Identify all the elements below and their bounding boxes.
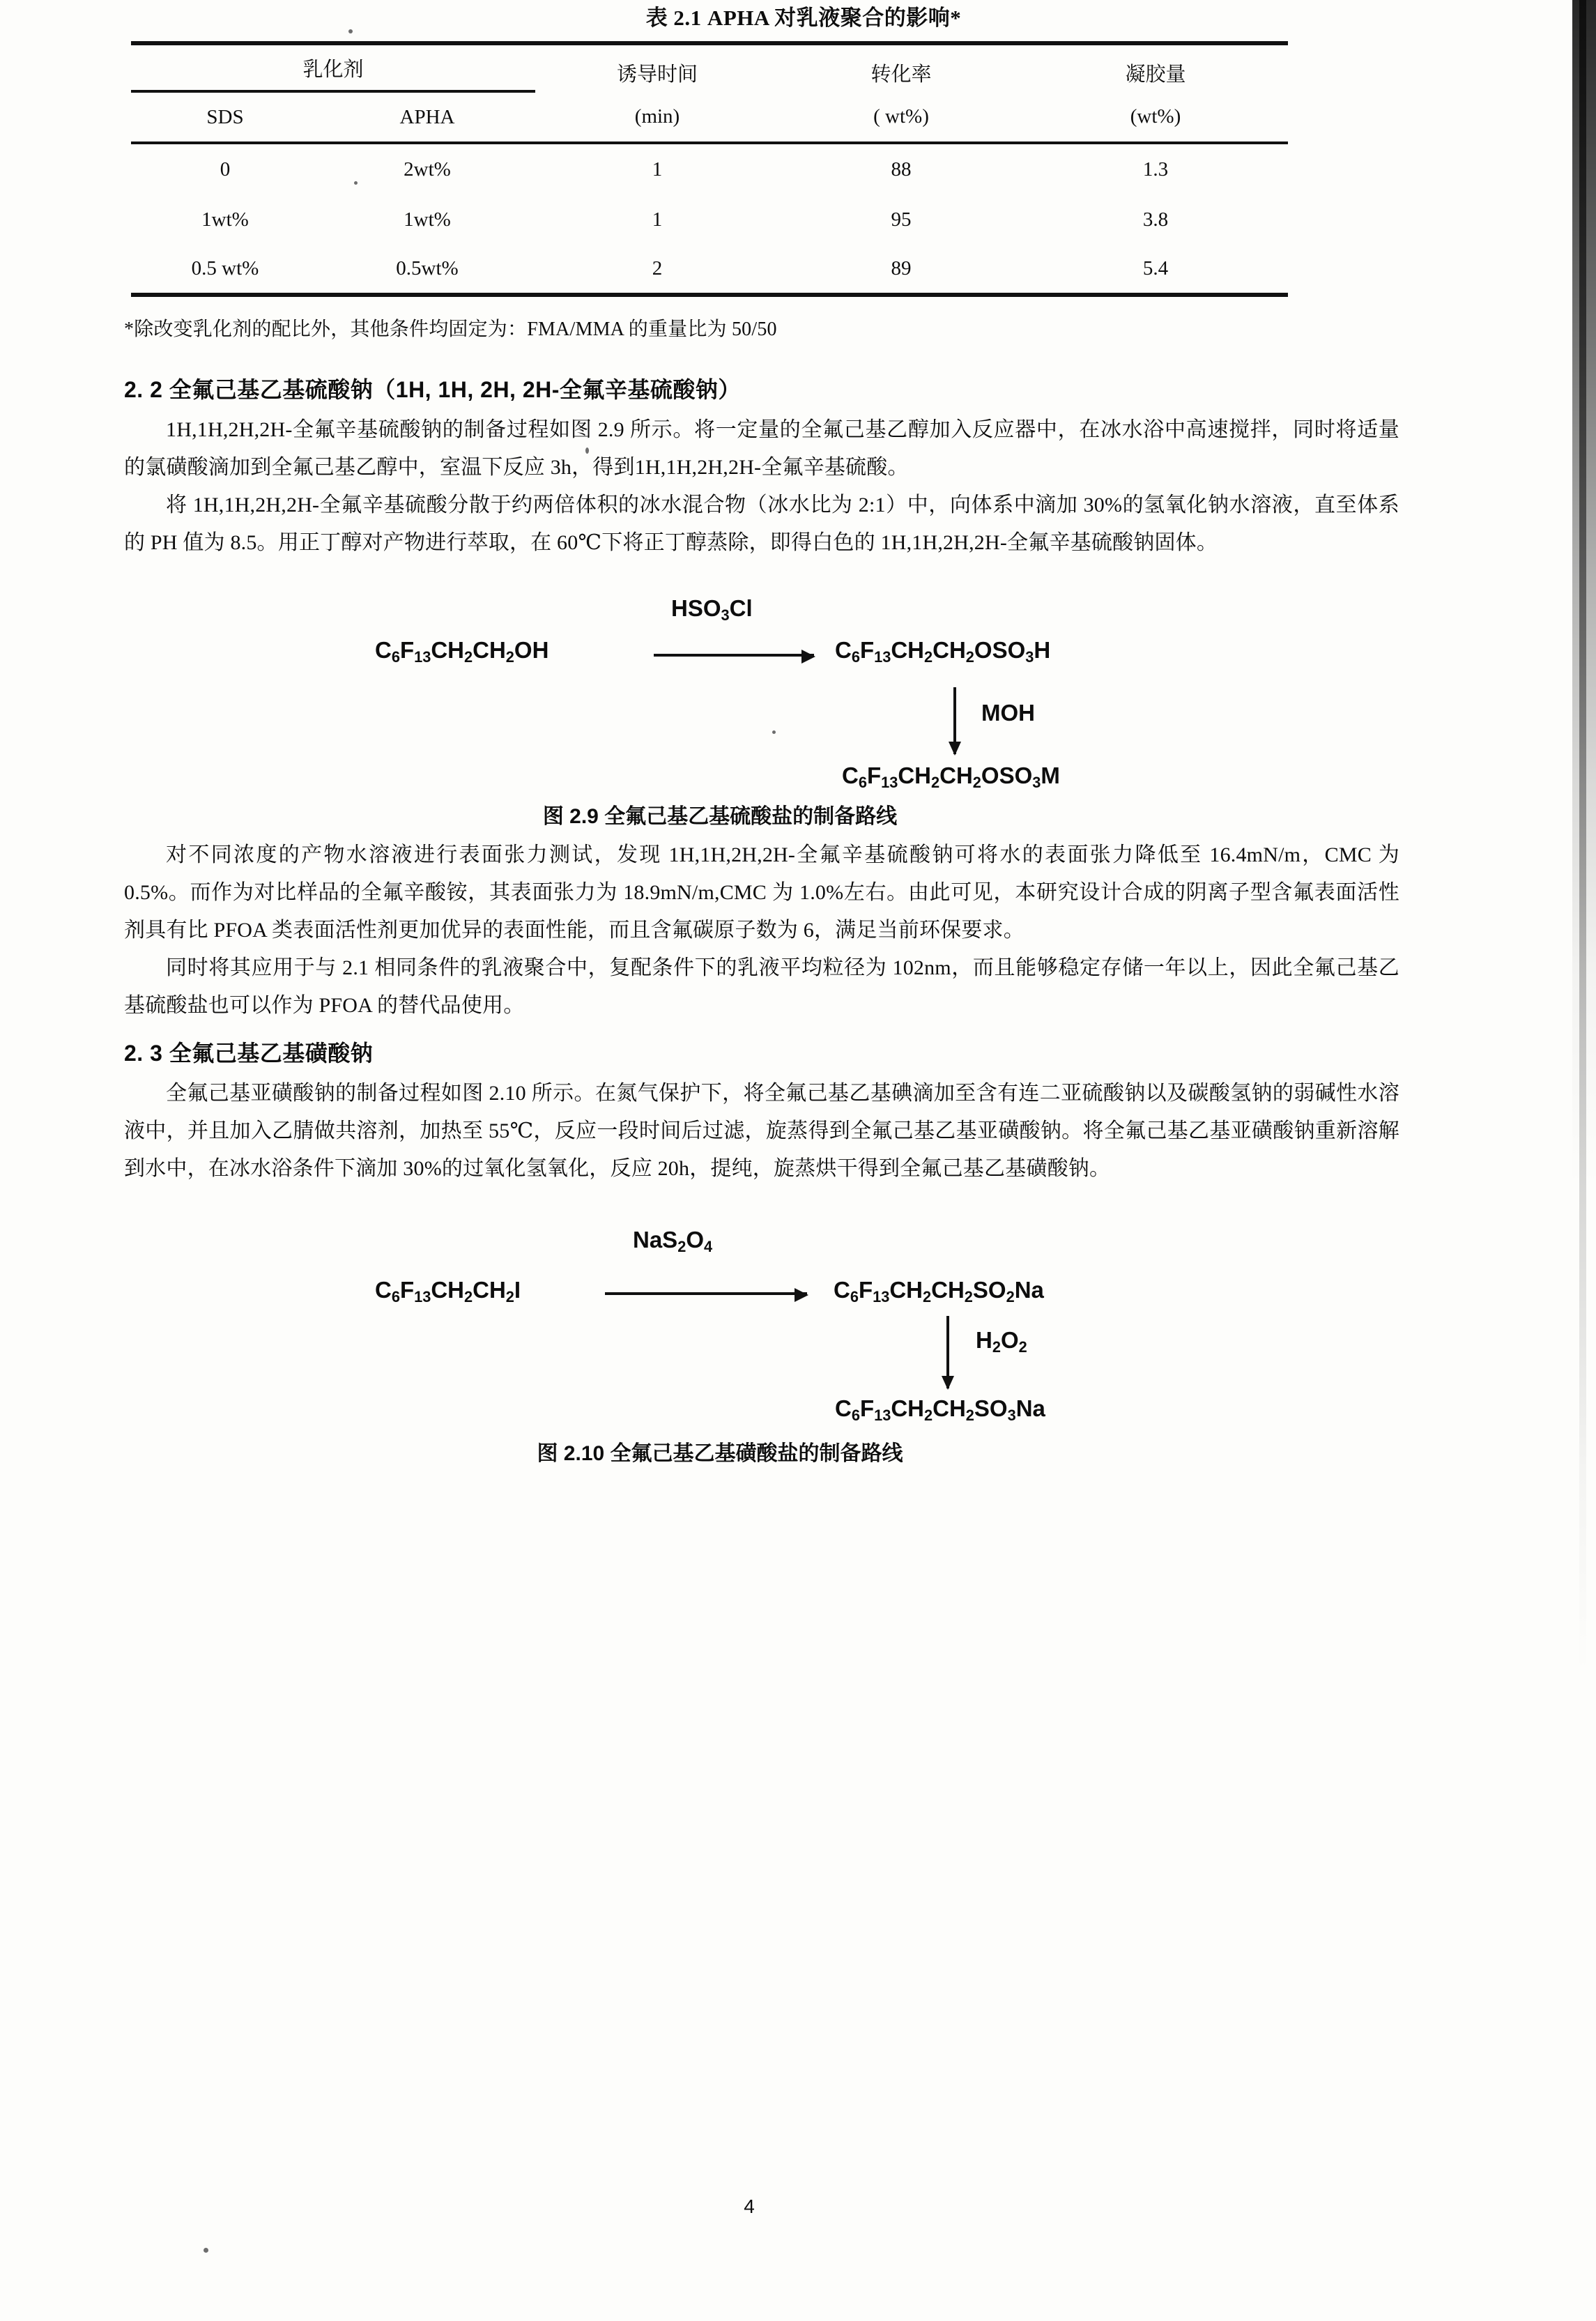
table-header-gel-amount-unit: (wt%) bbox=[1130, 105, 1181, 128]
table-header-group-row bbox=[131, 45, 1288, 91]
scan-edge-artifact-inner bbox=[1579, 0, 1586, 1673]
table-apha-emulsion bbox=[131, 41, 1288, 297]
figure-caption-2-10: 图 2.10 全氟己基乙基磺酸盐的制备路线 bbox=[537, 1442, 903, 1465]
scheme29-reagent-moh: MOH bbox=[981, 700, 1035, 726]
table-row bbox=[131, 245, 1288, 295]
table-cell-conversion: 89 bbox=[891, 257, 912, 279]
table-header-apha: APHA bbox=[399, 105, 455, 128]
scheme210-arrow-vertical bbox=[946, 1316, 949, 1388]
scheme29-reactant: $C_6F_{13}CH_2CH_2OH$ bbox=[375, 637, 549, 666]
table-cell-induction-time: 2 bbox=[652, 257, 663, 279]
table-cell-conversion: 95 bbox=[891, 208, 912, 231]
table-cell-gel-amount: 3.8 bbox=[1142, 208, 1169, 231]
table-cell-induction-time: 1 bbox=[652, 158, 663, 181]
scan-edge-artifact bbox=[1572, 0, 1596, 1185]
table-footnote: *除改变乳化剂的配比外，其他条件均固定为：FMA/MMA 的重量比为 50/50 bbox=[124, 319, 777, 340]
scheme29-intermediate: $C_6F_{13}CH_2CH_2OSO_3H$ bbox=[835, 637, 1051, 666]
table-cell-sds: 0.5 wt% bbox=[191, 257, 259, 279]
paragraph-2-2-3: 对不同浓度的产物水溶液进行表面张力测试，发现 1H,1H,2H,2H-全氟辛基硫酸钠可将水的表面张力降低至 16.4mN/m，CMC 为 0.5%。而作为对比样品的全氟辛酸铵，其表面张力为 18.9mN/m,CMC 为 1.0%左右。由此可见，本研究设计合成的阴离子型含氟表面活性剂具有比 PFOA 类表面活性剂更加优异的表面性能，而且含氟碳原子数为 6，满足当前环保要求。 bbox=[124, 843, 1399, 942]
table-cell-conversion: 88 bbox=[891, 158, 912, 181]
paragraph-2-2-1: 1H,1H,2H,2H-全氟辛基硫酸钠的制备过程如图 2.9 所示。将一定量的全氟己基乙醇加入反应器中，在冰水浴中高速搅拌，同时将适量的氯磺酸滴加到全氟己基乙醇中，室温下反应 3h，得到1H,1H,2H,2H-全氟辛基硫酸。 bbox=[124, 418, 1399, 479]
scheme29-arrow-horizontal bbox=[654, 654, 814, 657]
heading-section-2-3: 2. 3 全氟己基乙基磺酸钠 bbox=[124, 1041, 374, 1066]
scheme29-arrow-vertical bbox=[953, 687, 956, 754]
table-header-sds: SDS bbox=[206, 105, 244, 128]
table-cell-sds: 1wt% bbox=[201, 208, 249, 231]
table-title: 表 2.1 APHA 对乳液聚合的影响* bbox=[645, 6, 962, 30]
scheme210-product: $C_6F_{13}CH_2CH_2SO_3Na$ bbox=[835, 1395, 1045, 1425]
heading-section-2-2: 2. 2 全氟己基乙基硫酸钠（1H, 1H, 2H, 2H-全氟辛基硫酸钠） bbox=[124, 377, 741, 402]
table-header-induction-time-unit: (min) bbox=[634, 105, 680, 128]
table-header-group-emulsifier: 乳化剂 bbox=[302, 58, 364, 81]
page-content bbox=[124, 0, 1399, 1473]
table-header-conversion-unit: ( wt%) bbox=[873, 105, 929, 128]
table-cell-apha: 0.5wt% bbox=[396, 257, 459, 279]
scheme210-intermediate: $C_6F_{13}CH_2CH_2SO_2Na$ bbox=[834, 1277, 1044, 1306]
table-header-induction-time bbox=[535, 45, 779, 143]
table-cell-apha: 1wt% bbox=[404, 208, 451, 231]
scheme29-product: $C_6F_{13}CH_2CH_2OSO_3M$ bbox=[842, 763, 1060, 792]
table-header-induction-time-label: 诱导时间 bbox=[616, 63, 698, 86]
table-row bbox=[131, 144, 1288, 194]
table-cell-induction-time: 1 bbox=[652, 208, 663, 231]
page-number: 4 bbox=[744, 2196, 755, 2217]
table-header-conversion-label: 转化率 bbox=[870, 63, 932, 86]
table-header-gel-amount bbox=[1023, 45, 1288, 143]
scan-speck bbox=[204, 2248, 208, 2253]
scheme29-reagent-hso3cl: $HSO_3Cl$ bbox=[671, 595, 753, 625]
scheme210-reagent-h2o2: $H_2O_2$ bbox=[976, 1327, 1027, 1356]
table-cell-sds: 0 bbox=[220, 158, 231, 181]
table-row bbox=[131, 194, 1288, 245]
reaction-scheme-2-9 bbox=[124, 583, 1399, 792]
figure-caption-2-9: 图 2.9 全氟己基乙基硫酸盐的制备路线 bbox=[542, 805, 898, 828]
table-cell-gel-amount: 1.3 bbox=[1142, 158, 1169, 181]
scheme210-arrow-horizontal bbox=[605, 1292, 807, 1295]
scheme210-reagent-nas2o4: $NaS_2O_4$ bbox=[633, 1227, 713, 1256]
scheme210-reactant: $C_6F_{13}CH_2CH_2I$ bbox=[375, 1277, 521, 1306]
table-header-conversion bbox=[779, 45, 1023, 143]
paragraph-2-3-1: 全氟己基亚磺酸钠的制备过程如图 2.10 所示。在氮气保护下，将全氟己基乙基碘滴加至含有连二亚硫酸钠以及碳酸氢钠的弱碱性水溶液中，并且加入乙腈做共溶剂，加热至 55℃，反应一段时间后过滤，旋蒸得到全氟己基乙基亚磺酸钠。将全氟己基乙基亚磺酸钠重新溶解到水中，在冰水浴条件下滴加 30%的过氧化氢氧化，反应 20h，提纯，旋蒸烘干得到全氟己基乙基磺酸钠。 bbox=[124, 1082, 1399, 1180]
table-header-gel-amount-label: 凝胶量 bbox=[1125, 63, 1186, 86]
paragraph-2-2-2: 将 1H,1H,2H,2H-全氟辛基硫酸分散于约两倍体积的冰水混合物（冰水比为 2:1）中，向体系中滴加 30%的氢氧化钠水溶液，直至体系的 PH 值为 8.5。用正丁醇对产物进行萃取，在 60℃下将正丁醇蒸除，即得白色的 1H,1H,2H,2H-全氟辛基硫酸钠固体。 bbox=[124, 493, 1399, 554]
table-rule-bottom bbox=[131, 295, 1288, 297]
paragraph-2-2-4: 同时将其应用于与 2.1 相同条件的乳液聚合中，复配条件下的乳液平均粒径为 102nm，而且能够稳定存储一年以上，因此全氟己基乙基硫酸盐也可以作为 PFOA 的替代品使用。 bbox=[124, 956, 1399, 1017]
table-cell-apha: 2wt% bbox=[404, 158, 451, 181]
table-cell-gel-amount: 5.4 bbox=[1142, 257, 1169, 279]
reaction-scheme-2-10 bbox=[124, 1209, 1399, 1425]
